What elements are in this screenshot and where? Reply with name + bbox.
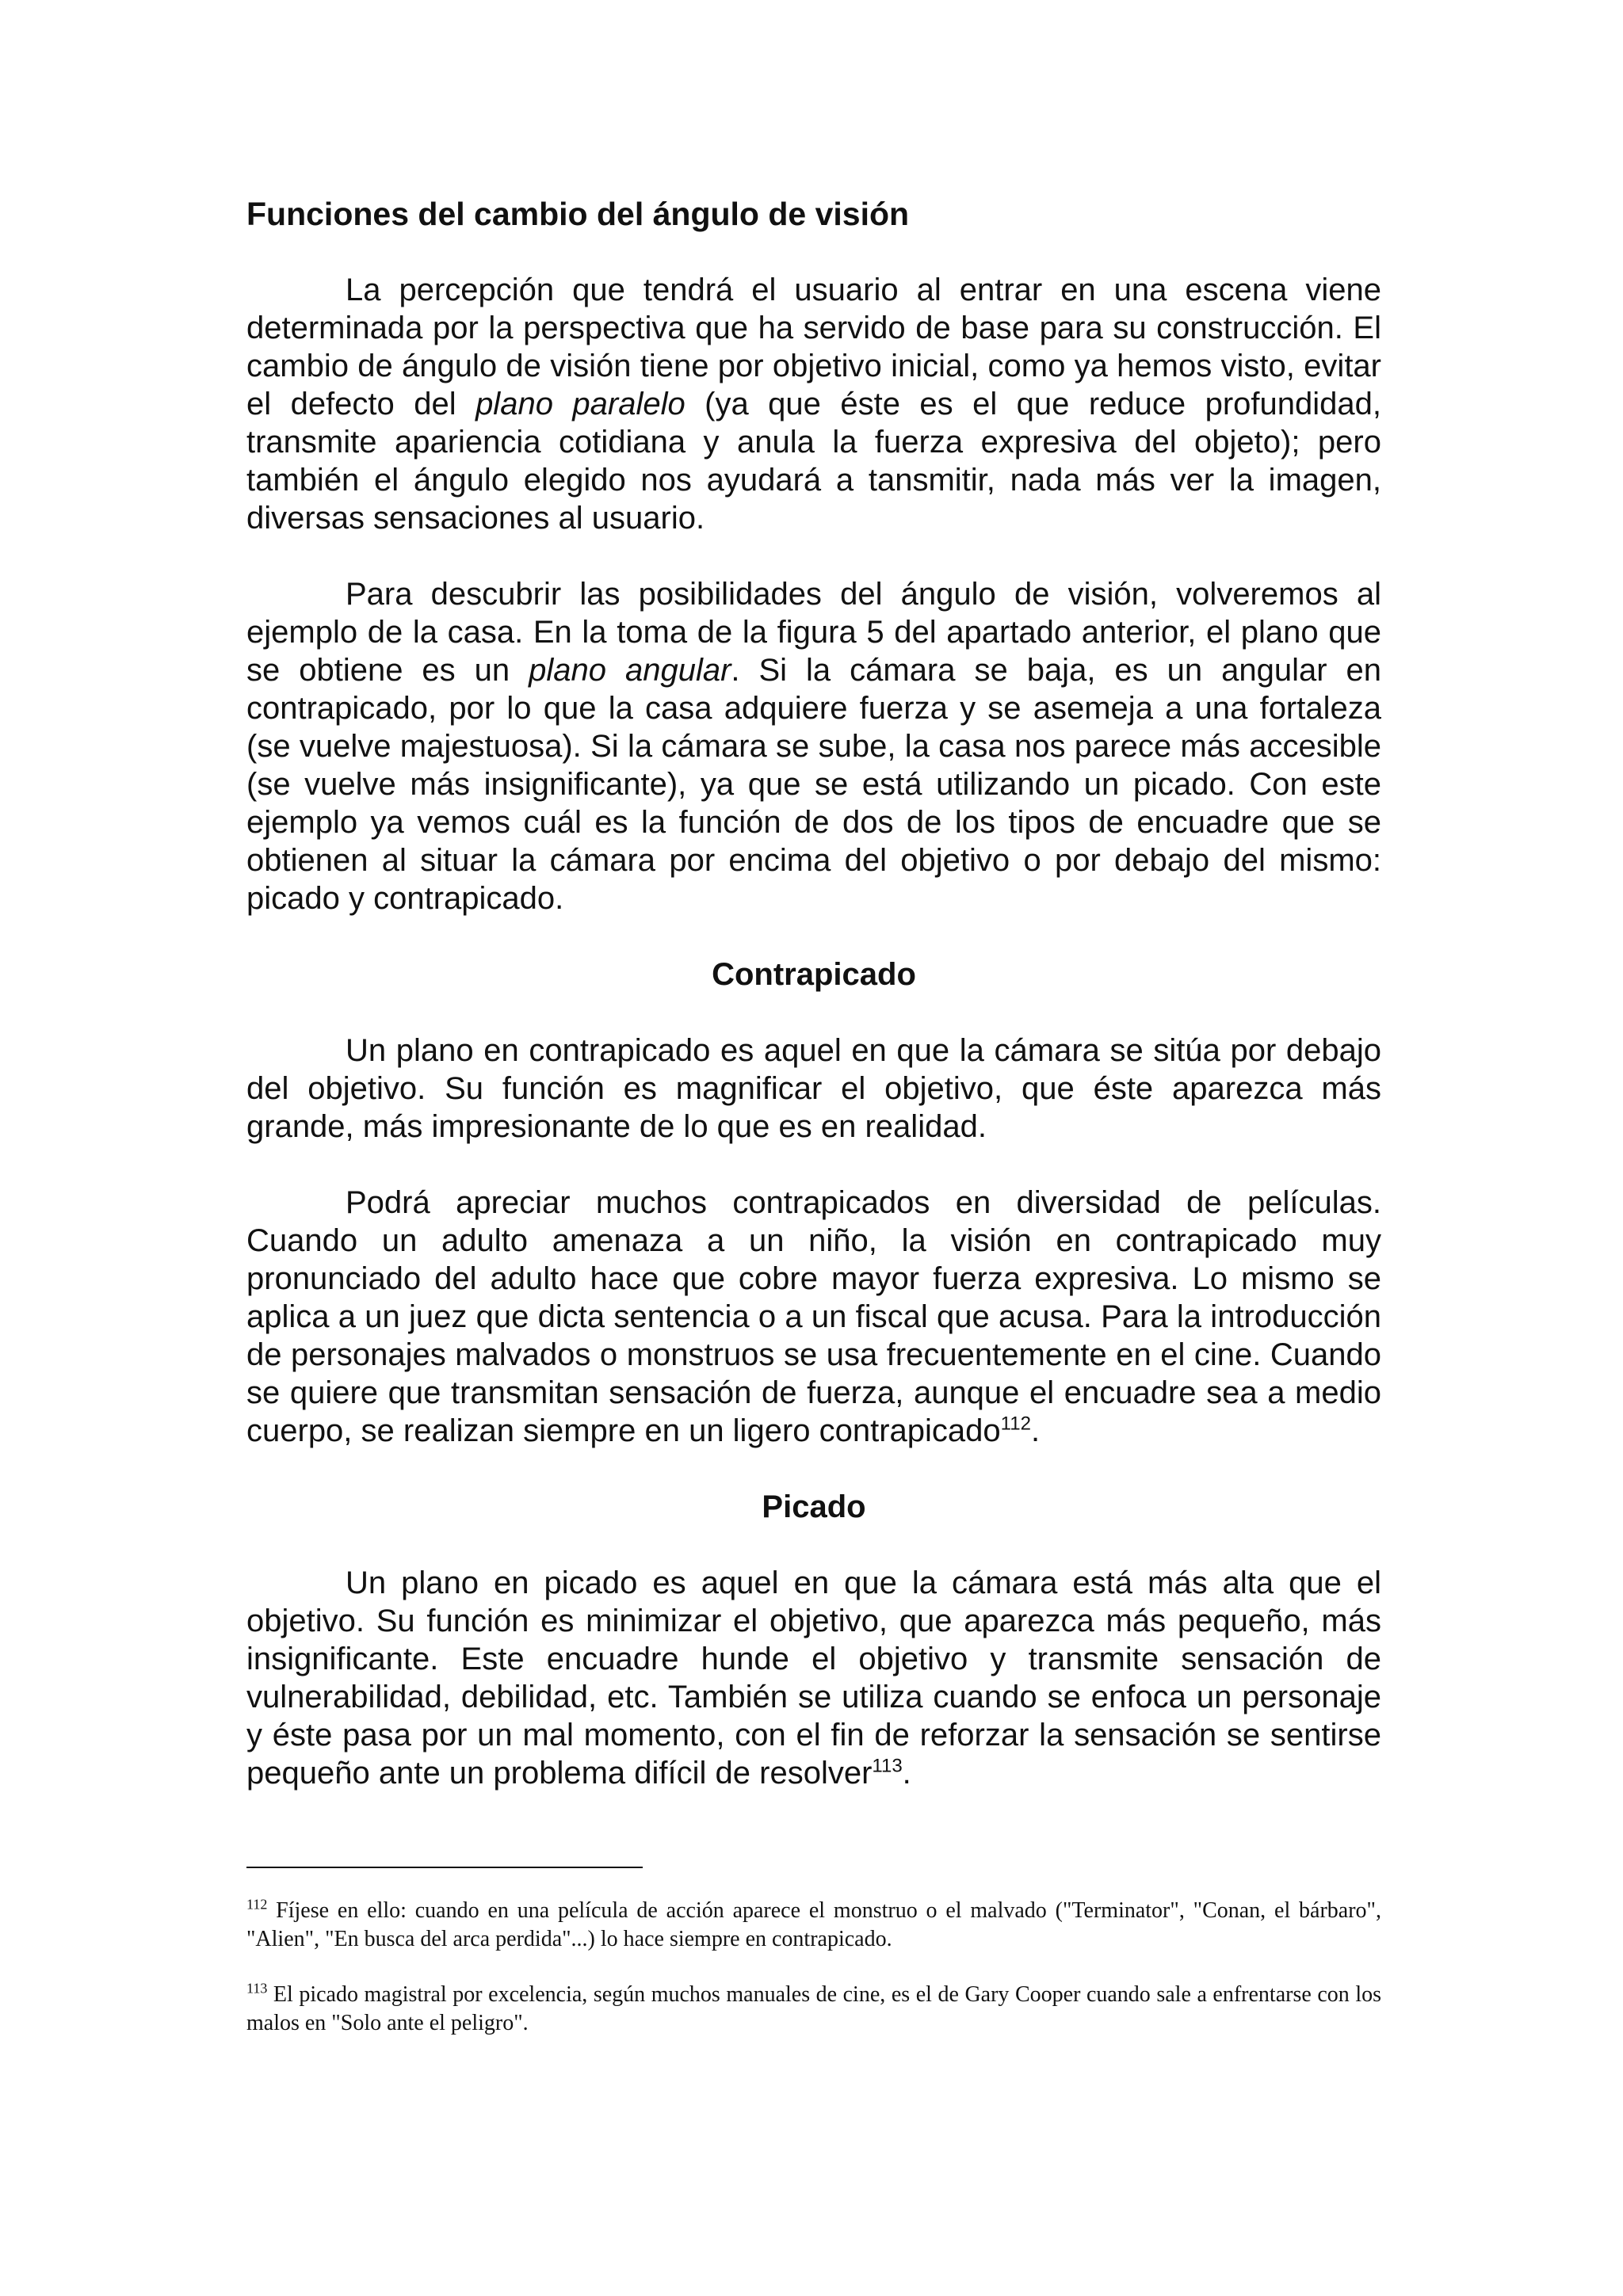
footnote-reference[interactable]: 113 [872,1755,903,1777]
page-title: Funciones del cambio del ángulo de visión [246,196,910,232]
italic-term: plano angular [529,653,731,688]
footnote-separator [246,1867,643,1868]
footnote-number: 112 [246,1896,268,1913]
section-heading-picado: Picado [762,1489,866,1524]
text-run: (ya que éste es el que reduce profundidad, transmite apariencia cotidiana y anula la fuerza expresiva del objeto); pero también el ángulo elegido nos ayudará a tansmitir, nada más ver la imagen, diversas sensaciones al usuario. [246,387,1381,536]
text-run: Un plano en picado es aquel en que la cámara está más alta que el objetivo. Su función es minimizar el objetivo, que aparezca más pequeño, más insignificante. Este encuadre hunde el objetivo y transmite sensación de vulnerabilidad, debilidad, etc. También se utiliza cuando se enfoca un personaje y éste pasa por un mal momento, con el fin de reforzar la sensación se sentirse pequeño ante un problema difícil de resolver [246,1566,1381,1791]
footnotes-area [246,1867,1381,2065]
intro-paragraph-1 [246,271,1381,537]
footnote-text: El picado magistral por excelencia, según muchos manuales de cine, es el de Gary Cooper cuando sale a enfrentarse con los malos en "Solo ante el peligro". [246,1982,1381,2035]
footnote-number: 113 [246,1980,268,1997]
text-run: . [902,1756,911,1791]
section-heading-contrapicado: Contrapicado [712,957,916,992]
text-run: La percepción que tendrá el usuario al entrar en una escena viene determinada por la perspectiva que ha servido de base para su construcción. El cambio de ángulo de visión tiene por objetivo inicial, como ya hemos visto, evitar el defecto del [246,273,1381,421]
picado-paragraph-1 [246,1564,1381,1792]
text-run: . Si la cámara se baja, es un angular en contrapicado, por lo que la casa adquiere fuerza y se asemeja a una fortaleza (se vuelve majestuosa). Si la cámara se sube, la casa nos parece más accesible (se vuelve más insignificante), ya que se está utilizando un picado. Con este ejemplo ya vemos cuál es la función de dos de los tipos de encuadre que se obtienen al situar la cámara por encima del objetivo o por debajo del mismo: picado y contrapicado. [246,653,1381,916]
text-run: Podrá apreciar muchos contrapicados en diversidad de películas. Cuando un adulto amenaza a un niño, la visión en contrapicado muy pronunciado del adulto hace que cobre mayor fuerza expresiva. Lo mismo se aplica a un juez que dicta sentencia o a un fiscal que acusa. Para la introducción de personajes malvados o monstruos se usa frecuentemente en el cine. Cuando se quiere que transmitan sensación de fuerza, aunque el encuadre sea a medio cuerpo, se realizan siempre en un ligero contrapicado [246,1185,1381,1448]
text-run: Para descubrir las posibilidades del ángulo de visión, volveremos al ejemplo de la casa. En la toma de la figura 5 del apartado anterior, el plano que se obtiene es un [246,577,1381,688]
document-body [246,195,1381,1830]
footnote-113 [246,1981,1381,2038]
contrapicado-paragraph-1: Un plano en contrapicado es aquel en que la cámara se sitúa por debajo del objetivo. Su función es magnificar el objetivo, que éste aparezca más grande, más impresionante de lo que es en realidad. [246,1033,1381,1144]
intro-paragraph-2 [246,575,1381,917]
footnote-reference[interactable]: 112 [1000,1413,1031,1435]
footnote-112 [246,1897,1381,1954]
footnote-text: Fíjese en ello: cuando en una película de acción aparece el monstruo o el malvado ("Terminator", "Conan, el bárbaro", "Alien", "En busca del arca perdida"...) lo hace siempre en contrapicado. [246,1898,1381,1951]
italic-term: plano paralelo [475,387,685,421]
contrapicado-paragraph-2 [246,1184,1381,1450]
text-run: . [1030,1413,1041,1448]
